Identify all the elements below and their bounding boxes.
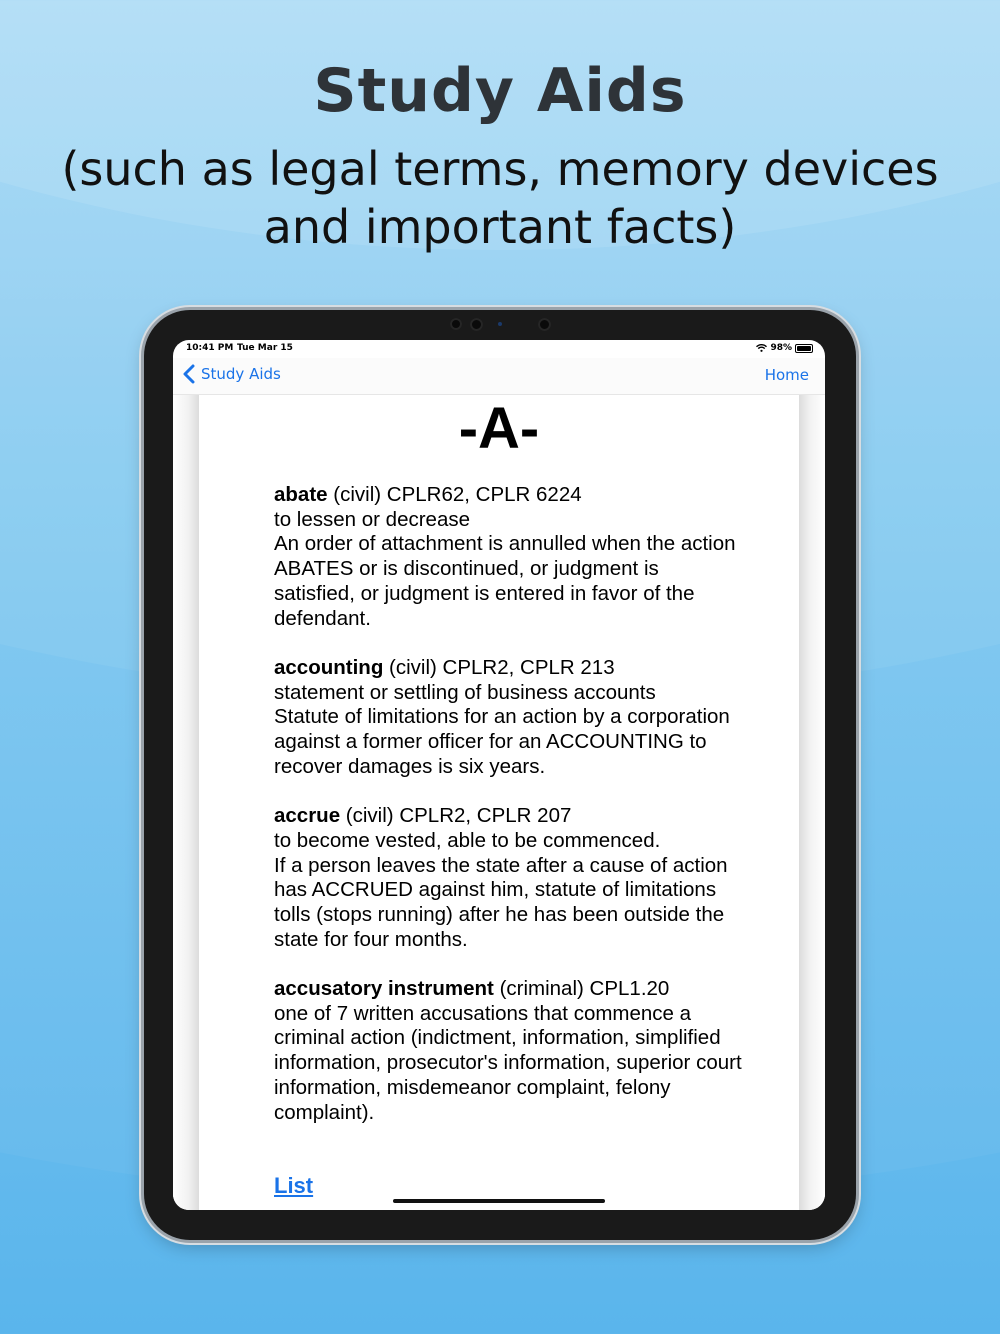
app-screen <box>173 340 825 1210</box>
status-right <box>756 343 813 353</box>
status-time: 10:41 PM <box>186 343 234 353</box>
entry-term: abate <box>274 483 328 506</box>
battery-percent: 98% <box>770 343 792 353</box>
section-letter: -A- <box>458 396 540 461</box>
page-gutter-left <box>173 395 199 1210</box>
indicator-light-icon <box>498 322 502 326</box>
entry-term: accounting <box>274 655 384 679</box>
sensor-icon <box>450 318 462 330</box>
glossary-content[interactable] <box>173 395 825 1210</box>
camera-array <box>446 317 556 331</box>
camera-icon <box>470 318 483 331</box>
battery-fill <box>797 346 811 351</box>
entry-term: accrue <box>274 804 341 828</box>
entry-body: to lessen or decrease An order of attachment is annulled when the action ABATES or is discontinued, or judgment is satisfied, or judgment is entered in favor of the defendant. <box>274 507 736 630</box>
marketing-subline: (such as legal terms, memory devices and important facts) <box>61 142 939 254</box>
wifi-icon <box>756 344 767 352</box>
entry-tag: (civil) CPLR62, CPLR 6224 <box>327 483 582 506</box>
status-date: Tue Mar 15 <box>237 343 293 353</box>
glossary-entries <box>274 483 744 1150</box>
glossary-entry <box>274 977 744 1125</box>
page-gutter-right <box>799 395 825 1210</box>
entry-term: accusatory instrument <box>274 977 494 1001</box>
glossary-entry <box>274 483 744 631</box>
battery-icon <box>795 344 813 353</box>
chevron-left-icon <box>183 364 195 384</box>
home-button[interactable]: Home <box>764 366 809 384</box>
back-button[interactable] <box>183 364 281 384</box>
status-bar <box>173 340 825 358</box>
entry-tag: (civil) CPLR2, CPLR 213 <box>383 655 615 679</box>
back-button-label: Study Aids <box>201 365 281 383</box>
sensor-icon <box>538 318 551 331</box>
entry-tag: (criminal) CPL1.20 <box>493 977 670 1001</box>
marketing-headline: Study Aids <box>313 56 687 126</box>
entry-tag: (civil) CPLR2, CPLR 207 <box>340 804 572 828</box>
glossary-entry <box>274 804 744 952</box>
entry-body: one of 7 written accusations that commence a criminal action (indictment, information, simplified information, prosecutor's information, superior court information, misdemeanor complaint, felony complaint). <box>274 1001 742 1124</box>
entry-body: statement or settling of business accounts Statute of limitations for an action by a corporation against a former officer for an ACCOUNTING to recover damages is six years. <box>274 680 730 778</box>
entry-body: to become vested, able to be commenced. If a person leaves the state after a cause of action has ACCRUED against him, statute of limitations tolls (stops running) after he has been outside the state for four months. <box>274 828 728 951</box>
navigation-bar <box>173 358 825 395</box>
glossary-entry <box>274 656 744 780</box>
home-indicator[interactable] <box>393 1199 605 1203</box>
list-link[interactable]: List <box>274 1173 314 1198</box>
